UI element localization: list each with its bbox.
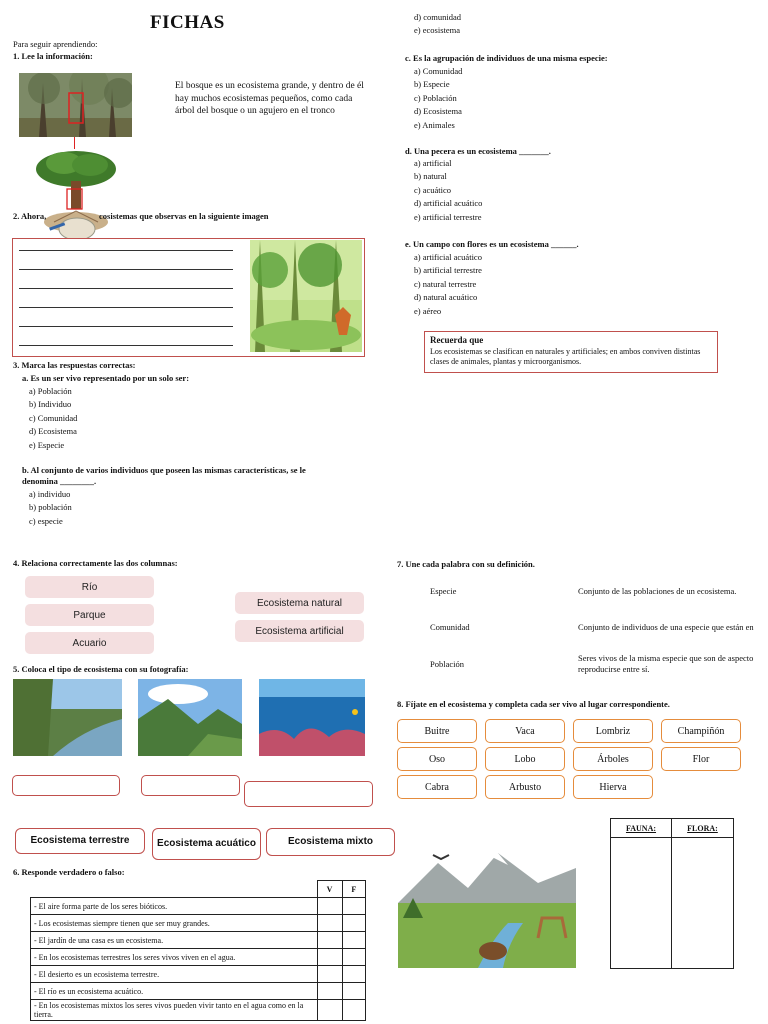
option[interactable]: c) acuático xyxy=(414,184,452,195)
option[interactable]: d) Ecosistema xyxy=(29,426,77,437)
tf-cell[interactable] xyxy=(317,898,342,915)
page-title: FICHAS xyxy=(150,12,225,33)
option[interactable]: a) artificial acuático xyxy=(414,252,482,262)
ecosystem-illustration xyxy=(398,843,576,968)
s2-heading-a: 2. Ahora, xyxy=(13,211,47,221)
s1-heading: 1. Lee la información: xyxy=(13,51,93,61)
tf-cell[interactable] xyxy=(342,1000,365,1021)
forest-photo xyxy=(19,73,132,137)
option[interactable]: b) natural xyxy=(414,171,447,182)
s6-heading: 6. Responde verdadero o falso: xyxy=(13,867,125,877)
tf-cell[interactable] xyxy=(342,983,365,1000)
flora-header: FLORA: xyxy=(672,819,734,838)
tf-cell[interactable] xyxy=(342,966,365,983)
col-v: V xyxy=(317,881,342,898)
tf-statement: - El río es un ecosistema acuático. xyxy=(31,983,318,1000)
def-2[interactable]: Conjunto de individuos de una especie que están en xyxy=(578,622,754,632)
answer-line[interactable] xyxy=(19,326,233,327)
flora-cell[interactable] xyxy=(672,838,734,969)
answer-line[interactable] xyxy=(19,269,233,270)
s4-heading: 4. Relaciona correctamente las dos columnas: xyxy=(13,558,178,568)
fauna-flora-table xyxy=(610,818,734,969)
tf-cell[interactable] xyxy=(342,949,365,966)
option[interactable]: b) Especie xyxy=(414,79,450,90)
option[interactable]: b) Individuo xyxy=(29,399,72,410)
word-lombriz[interactable]: Lombriz xyxy=(573,719,653,743)
option[interactable]: d) artificial acuático xyxy=(414,198,483,209)
fauna-cell[interactable] xyxy=(611,838,672,969)
answer-box-2[interactable] xyxy=(141,775,240,796)
option[interactable]: c) Población xyxy=(414,92,457,103)
option[interactable]: a) artificial xyxy=(414,158,452,168)
answer-box-3[interactable] xyxy=(244,781,373,807)
option[interactable]: e) Especie xyxy=(29,439,65,450)
label-acuatico[interactable]: Ecosistema acuático xyxy=(152,828,261,860)
def-1[interactable]: Conjunto de las poblaciones de un ecosistema. xyxy=(578,586,737,596)
word-arbusto[interactable]: Arbusto xyxy=(485,775,565,799)
tf-statement: - El desierto es un ecosistema terrestre. xyxy=(31,966,318,983)
forest-illustration xyxy=(250,240,362,352)
option[interactable]: d) Ecosistema xyxy=(414,106,462,117)
mountain-photo xyxy=(138,679,242,756)
q-c: c. Es la agrupación de individuos de una misma especie: xyxy=(405,53,608,63)
tf-statement: - Los ecosistemas siempre tienen que ser muy grandes. xyxy=(31,915,318,932)
option[interactable]: c) Comunidad xyxy=(29,412,78,423)
tf-statement: - En los ecosistemas terrestres los seres vivos viven en el agua. xyxy=(31,949,318,966)
intro-text: Para seguir aprendiendo: xyxy=(13,39,98,49)
s8-heading: 8. Fíjate en el ecosistema y completa cada ser vivo al lugar correspondiente. xyxy=(397,699,670,709)
word-lobo[interactable]: Lobo xyxy=(485,747,565,771)
word-cabra[interactable]: Cabra xyxy=(397,775,477,799)
q-e: e. Un campo con flores es un ecosistema ______. xyxy=(405,239,579,249)
option[interactable]: a) Población xyxy=(29,386,72,396)
word-oso[interactable]: Oso xyxy=(397,747,477,771)
option[interactable]: e) ecosistema xyxy=(414,25,461,36)
word-especie[interactable]: Especie xyxy=(430,586,457,596)
tf-cell[interactable] xyxy=(317,966,342,983)
recuerda-text: Los ecosistemas se clasifican en naturales y artificiales; en ambos conviven distintas clases de animales, plantas y microorganismos. xyxy=(430,347,701,366)
match-natural[interactable]: Ecosistema natural xyxy=(235,592,364,614)
label-terrestre[interactable]: Ecosistema terrestre xyxy=(15,828,145,854)
word-buitre[interactable]: Buitre xyxy=(397,719,477,743)
tf-statement: - El jardín de una casa es un ecosistema. xyxy=(31,932,318,949)
tf-cell[interactable] xyxy=(317,983,342,1000)
tf-cell[interactable] xyxy=(317,1000,342,1021)
recuerda-title: Recuerda que xyxy=(430,335,484,345)
word-comunidad[interactable]: Comunidad xyxy=(430,622,470,632)
def-3[interactable]: Seres vivos de la misma especie que son de aspecto reproducirse entre sí. xyxy=(578,653,754,674)
tf-cell[interactable] xyxy=(317,932,342,949)
tf-cell[interactable] xyxy=(317,915,342,932)
q-d: d. Una pecera es un ecosistema _______. xyxy=(405,146,551,156)
s2-heading-b: cosistemas que observas en la siguiente imagen xyxy=(99,211,269,221)
label-mixto[interactable]: Ecosistema mixto xyxy=(266,828,395,856)
option[interactable]: e) artificial terrestre xyxy=(414,211,482,222)
tf-cell[interactable] xyxy=(342,932,365,949)
q-b: b. Al conjunto de varios individuos que poseen las mismas características, se le denomina ________. xyxy=(22,465,306,486)
option[interactable]: b) población xyxy=(29,502,72,513)
recuerda-box xyxy=(424,331,718,373)
magnifier-icon xyxy=(47,213,97,241)
option[interactable]: c) especie xyxy=(29,515,63,526)
q-a: a. Es un ser vivo representado por un solo ser: xyxy=(22,373,190,383)
word-flor[interactable]: Flor xyxy=(661,747,741,771)
tf-cell[interactable] xyxy=(317,949,342,966)
tf-cell[interactable] xyxy=(342,915,365,932)
word-hierva[interactable]: Hierva xyxy=(573,775,653,799)
match-parque[interactable]: Parque xyxy=(25,604,154,626)
answer-line[interactable] xyxy=(19,345,233,346)
match-rio[interactable]: Río xyxy=(25,576,154,598)
answer-line[interactable] xyxy=(19,250,233,251)
option[interactable]: a) Comunidad xyxy=(414,66,463,76)
s7-heading: 7. Une cada palabra con su definición. xyxy=(397,559,535,569)
answer-line[interactable] xyxy=(19,307,233,308)
ocean-photo xyxy=(259,679,365,756)
word-arboles[interactable]: Árboles xyxy=(573,747,653,771)
word-champinon[interactable]: Champiñón xyxy=(661,719,741,743)
option[interactable]: d) comunidad xyxy=(414,12,461,22)
option[interactable]: c) natural terrestre xyxy=(414,278,477,289)
answer-line[interactable] xyxy=(19,288,233,289)
answer-box-1[interactable] xyxy=(12,775,120,796)
river-photo xyxy=(13,679,122,756)
option[interactable]: e) aéreo xyxy=(414,305,442,316)
option[interactable]: a) individuo xyxy=(29,489,71,499)
match-artificial[interactable]: Ecosistema artificial xyxy=(235,620,364,642)
tf-statement: - En los ecosistemas mixtos los seres vivos pueden vivir tanto en el agua como en la tierra. xyxy=(31,1000,318,1021)
tf-cell[interactable] xyxy=(342,898,365,915)
option[interactable]: b) artificial terrestre xyxy=(414,265,482,276)
word-vaca[interactable]: Vaca xyxy=(485,719,565,743)
option[interactable]: d) natural acuático xyxy=(414,292,478,303)
tf-statement: - El aire forma parte de los seres bióticos. xyxy=(31,898,318,915)
word-poblacion[interactable]: Población xyxy=(430,659,464,669)
col-f: F xyxy=(342,881,365,898)
s3-heading: 3. Marca las respuestas correctas: xyxy=(13,360,136,370)
s1-text: El bosque es un ecosistema grande, y dentro de él hay muchos ecosistemas pequeños, como cada árbol del bosque o un agujero en el tronco xyxy=(175,81,364,116)
s5-heading: 5. Coloca el tipo de ecosistema con su fotografía: xyxy=(13,664,189,674)
true-false-table xyxy=(30,880,366,1021)
fauna-header: FAUNA: xyxy=(611,819,672,838)
match-acuario[interactable]: Acuario xyxy=(25,632,154,654)
option[interactable]: e) Animales xyxy=(414,119,455,130)
